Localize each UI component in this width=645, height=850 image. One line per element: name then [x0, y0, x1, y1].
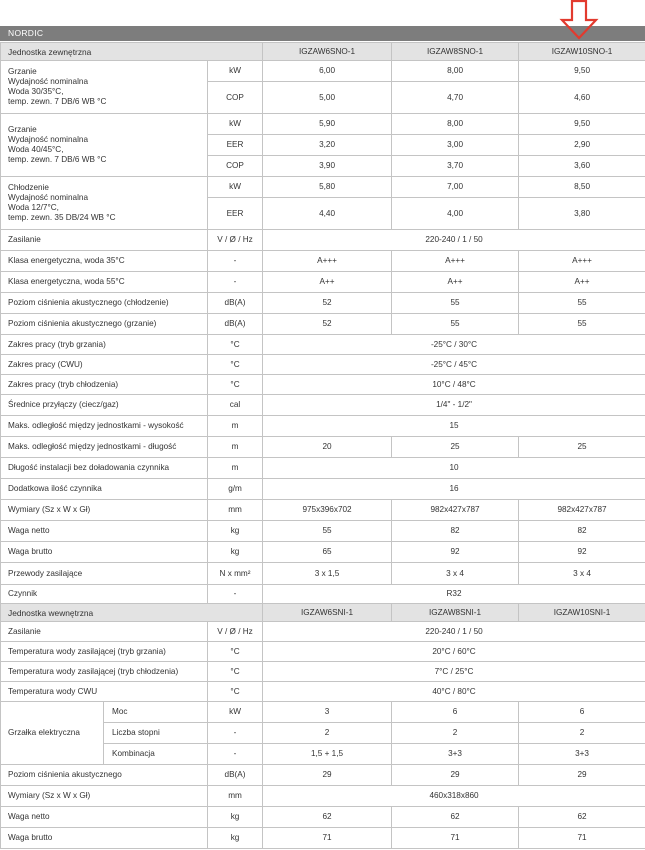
row-label: Wymiary (Sz x W x Gł) — [1, 500, 208, 521]
unit-cell: °C — [208, 335, 263, 355]
value-cell: 62 — [392, 807, 519, 828]
row-label: Dodatkowa ilość czynnika — [1, 479, 208, 500]
unit-cell: m — [208, 416, 263, 437]
row-label: Temperatura wody zasilającej (tryb chłodzenia) — [1, 662, 208, 682]
unit-cell: V / Ø / Hz — [208, 230, 263, 251]
row-label: Poziom ciśnienia akustycznego — [1, 765, 208, 786]
table-row — [1, 622, 645, 642]
table-row — [1, 702, 645, 723]
table-row — [1, 662, 645, 682]
value-cell: 7,00 — [392, 177, 519, 198]
merged-value-cell: 40°C / 80°C — [263, 682, 645, 702]
merged-value-cell: 220-240 / 1 / 50 — [263, 622, 645, 642]
indoor-title: Jednostka wewnętrzna — [1, 604, 263, 622]
merged-value-cell: 7°C / 25°C — [263, 662, 645, 682]
unit-cell: mm — [208, 500, 263, 521]
unit-cell: kg — [208, 828, 263, 849]
unit-cell: - — [208, 272, 263, 293]
value-cell: 3 x 4 — [392, 563, 519, 585]
indoor-header-row — [1, 604, 645, 622]
sub-label: Liczba stopni — [104, 723, 208, 744]
row-label: Długość instalacji bez doładowania czynnika — [1, 458, 208, 479]
label-line: Wydajność nominalna — [8, 193, 89, 202]
unit-cell: °C — [208, 355, 263, 375]
unit-cell: V / Ø / Hz — [208, 622, 263, 642]
unit-cell: cal — [208, 395, 263, 416]
value-cell: 5,90 — [263, 114, 392, 135]
outdoor-header-row — [1, 43, 645, 61]
unit-cell: - — [208, 723, 263, 744]
value-cell: 4,70 — [392, 82, 519, 114]
table-row — [1, 355, 645, 375]
row-label: Poziom ciśnienia akustycznego (grzanie) — [1, 314, 208, 335]
table-row — [1, 682, 645, 702]
table-row — [1, 177, 645, 198]
merged-value-cell: 10 — [263, 458, 645, 479]
row-label: Maks. odległość między jednostkami - długość — [1, 437, 208, 458]
row-label: Czynnik — [1, 585, 208, 604]
label-line: temp. zewn. 7 DB/6 WB °C — [8, 155, 107, 164]
value-cell: A+++ — [263, 251, 392, 272]
table-row — [1, 251, 645, 272]
value-cell: 3+3 — [392, 744, 519, 765]
unit-cell: °C — [208, 682, 263, 702]
value-cell: 3 x 4 — [519, 563, 645, 585]
value-cell: 55 — [519, 293, 645, 314]
table-row — [1, 314, 645, 335]
model-name: IGZAW10SNO-1 — [519, 43, 645, 61]
value-cell: 71 — [263, 828, 392, 849]
unit-cell: dB(A) — [208, 314, 263, 335]
value-cell: 62 — [263, 807, 392, 828]
value-cell: 62 — [519, 807, 645, 828]
label-line: Chłodzenie — [8, 183, 49, 192]
unit-cell: EER — [208, 198, 263, 230]
value-cell: 52 — [263, 314, 392, 335]
label-line: temp. zewn. 7 DB/6 WB °C — [8, 97, 107, 106]
value-cell: 8,00 — [392, 114, 519, 135]
merged-value-cell: -25°C / 45°C — [263, 355, 645, 375]
merged-value-cell: 460x318x860 — [263, 786, 645, 807]
row-label: Waga netto — [1, 521, 208, 542]
value-cell: 9,50 — [519, 114, 645, 135]
value-cell: 5,80 — [263, 177, 392, 198]
value-cell: 92 — [392, 542, 519, 563]
value-cell: 5,00 — [263, 82, 392, 114]
value-cell: 3,80 — [519, 198, 645, 230]
spec-table — [0, 42, 645, 849]
value-cell: 3+3 — [519, 744, 645, 765]
unit-cell: dB(A) — [208, 765, 263, 786]
row-label: Waga brutto — [1, 828, 208, 849]
label-line: Woda 40/45°C, — [8, 145, 64, 154]
table-row — [1, 335, 645, 355]
banner-title: NORDIC — [8, 28, 44, 38]
table-row — [1, 642, 645, 662]
value-cell: 3 — [263, 702, 392, 723]
row-label: Poziom ciśnienia akustycznego (chłodzenie) — [1, 293, 208, 314]
sub-label: Kombinacja — [104, 744, 208, 765]
table-row — [1, 293, 645, 314]
table-row — [1, 500, 645, 521]
row-label: Klasa energetyczna, woda 35°C — [1, 251, 208, 272]
table-row — [1, 479, 645, 500]
cooling-label — [1, 177, 208, 230]
table-row — [1, 585, 645, 604]
value-cell: 2 — [263, 723, 392, 744]
label-line: temp. zewn. 35 DB/24 WB °C — [8, 213, 116, 222]
unit-cell: dB(A) — [208, 293, 263, 314]
value-cell: 82 — [392, 521, 519, 542]
model-name: IGZAW8SNO-1 — [392, 43, 519, 61]
row-label: Temperatura wody CWU — [1, 682, 208, 702]
merged-value-cell: 10°C / 48°C — [263, 375, 645, 395]
row-label: Maks. odległość między jednostkami - wysokość — [1, 416, 208, 437]
unit-cell: kg — [208, 521, 263, 542]
unit-cell: COP — [208, 82, 263, 114]
nordic-banner — [0, 26, 645, 41]
value-cell: 55 — [392, 293, 519, 314]
label-line: Woda 12/7°C, — [8, 203, 59, 212]
value-cell: 71 — [392, 828, 519, 849]
label-line: Wydajność nominalna — [8, 135, 89, 144]
value-cell: 29 — [519, 765, 645, 786]
row-label: Zakres pracy (tryb grzania) — [1, 335, 208, 355]
value-cell: 9,50 — [519, 61, 645, 82]
value-cell: 29 — [263, 765, 392, 786]
table-row — [1, 230, 645, 251]
table-row — [1, 375, 645, 395]
value-cell: 6,00 — [263, 61, 392, 82]
value-cell: 8,50 — [519, 177, 645, 198]
row-label: Wymiary (Sz x W x Gł) — [1, 786, 208, 807]
value-cell: 71 — [519, 828, 645, 849]
value-cell: 2 — [392, 723, 519, 744]
unit-cell: kg — [208, 807, 263, 828]
unit-cell: kW — [208, 61, 263, 82]
value-cell: 20 — [263, 437, 392, 458]
unit-cell: - — [208, 585, 263, 604]
value-cell: A++ — [263, 272, 392, 293]
value-cell: 3,90 — [263, 156, 392, 177]
row-label: Średnice przyłączy (ciecz/gaz) — [1, 395, 208, 416]
unit-cell: mm — [208, 786, 263, 807]
unit-cell: - — [208, 744, 263, 765]
unit-cell: kW — [208, 114, 263, 135]
value-cell: 975x396x702 — [263, 500, 392, 521]
value-cell: 92 — [519, 542, 645, 563]
heating-1-label — [1, 61, 208, 114]
value-cell: 55 — [263, 521, 392, 542]
value-cell: 52 — [263, 293, 392, 314]
value-cell: 2,90 — [519, 135, 645, 156]
row-label: Temperatura wody zasilającej (tryb grzania) — [1, 642, 208, 662]
unit-cell: °C — [208, 642, 263, 662]
unit-cell: EER — [208, 135, 263, 156]
value-cell: 25 — [519, 437, 645, 458]
row-label: Zasilanie — [1, 622, 208, 642]
value-cell: A+++ — [519, 251, 645, 272]
unit-cell: - — [208, 251, 263, 272]
unit-cell: kg — [208, 542, 263, 563]
value-cell: A+++ — [392, 251, 519, 272]
unit-cell: COP — [208, 156, 263, 177]
value-cell: 3,20 — [263, 135, 392, 156]
table-row — [1, 563, 645, 585]
unit-cell: kW — [208, 177, 263, 198]
merged-value-cell: -25°C / 30°C — [263, 335, 645, 355]
value-cell: 25 — [392, 437, 519, 458]
label-line: Woda 30/35°C, — [8, 87, 64, 96]
table-row — [1, 114, 645, 135]
table-row — [1, 521, 645, 542]
unit-cell: °C — [208, 662, 263, 682]
table-row — [1, 437, 645, 458]
table-row — [1, 395, 645, 416]
unit-cell: g/m — [208, 479, 263, 500]
value-cell: A++ — [392, 272, 519, 293]
model-name: IGZAW6SNO-1 — [263, 43, 392, 61]
sub-label: Moc — [104, 702, 208, 723]
merged-value-cell: 15 — [263, 416, 645, 437]
table-row — [1, 61, 645, 82]
value-cell: 4,40 — [263, 198, 392, 230]
model-name: IGZAW8SNI-1 — [392, 604, 519, 622]
model-name: IGZAW10SNI-1 — [519, 604, 645, 622]
row-label: Przewody zasilające — [1, 563, 208, 585]
value-cell: 4,00 — [392, 198, 519, 230]
table-row — [1, 828, 645, 849]
value-cell: 6 — [519, 702, 645, 723]
merged-value-cell: 16 — [263, 479, 645, 500]
row-label: Waga netto — [1, 807, 208, 828]
value-cell: 3,00 — [392, 135, 519, 156]
table-row — [1, 786, 645, 807]
row-label: Zasilanie — [1, 230, 208, 251]
table-row — [1, 416, 645, 437]
unit-cell: m — [208, 458, 263, 479]
outdoor-title: Jednostka zewnętrzna — [1, 43, 263, 61]
model-name: IGZAW6SNI-1 — [263, 604, 392, 622]
value-cell: 8,00 — [392, 61, 519, 82]
merged-value-cell: R32 — [263, 585, 645, 604]
merged-value-cell: 20°C / 60°C — [263, 642, 645, 662]
value-cell: 3,70 — [392, 156, 519, 177]
value-cell: 3,60 — [519, 156, 645, 177]
heater-label: Grzałka elektryczna — [1, 702, 104, 765]
red-down-arrow-icon — [558, 0, 600, 40]
row-label: Klasa energetyczna, woda 55°C — [1, 272, 208, 293]
row-label: Zakres pracy (tryb chłodzenia) — [1, 375, 208, 395]
unit-cell: N x mm² — [208, 563, 263, 585]
merged-value-cell: 220-240 / 1 / 50 — [263, 230, 645, 251]
label-line: Grzanie — [8, 125, 37, 134]
value-cell: 65 — [263, 542, 392, 563]
table-row — [1, 807, 645, 828]
row-label: Waga brutto — [1, 542, 208, 563]
value-cell: 6 — [392, 702, 519, 723]
merged-value-cell: 1/4" - 1/2" — [263, 395, 645, 416]
unit-cell: °C — [208, 375, 263, 395]
row-label: Zakres pracy (CWU) — [1, 355, 208, 375]
value-cell: 2 — [519, 723, 645, 744]
table-row — [1, 272, 645, 293]
table-row — [1, 542, 645, 563]
value-cell: 55 — [392, 314, 519, 335]
value-cell: 3 x 1,5 — [263, 563, 392, 585]
value-cell: 55 — [519, 314, 645, 335]
value-cell: 29 — [392, 765, 519, 786]
value-cell: 82 — [519, 521, 645, 542]
value-cell: 1,5 + 1,5 — [263, 744, 392, 765]
unit-cell: m — [208, 437, 263, 458]
value-cell: 982x427x787 — [392, 500, 519, 521]
value-cell: 4,60 — [519, 82, 645, 114]
label-line: Grzanie — [8, 67, 37, 76]
table-row — [1, 458, 645, 479]
heating-2-label — [1, 114, 208, 177]
unit-cell: kW — [208, 702, 263, 723]
value-cell: 982x427x787 — [519, 500, 645, 521]
label-line: Wydajność nominalna — [8, 77, 89, 86]
table-row — [1, 765, 645, 786]
value-cell: A++ — [519, 272, 645, 293]
